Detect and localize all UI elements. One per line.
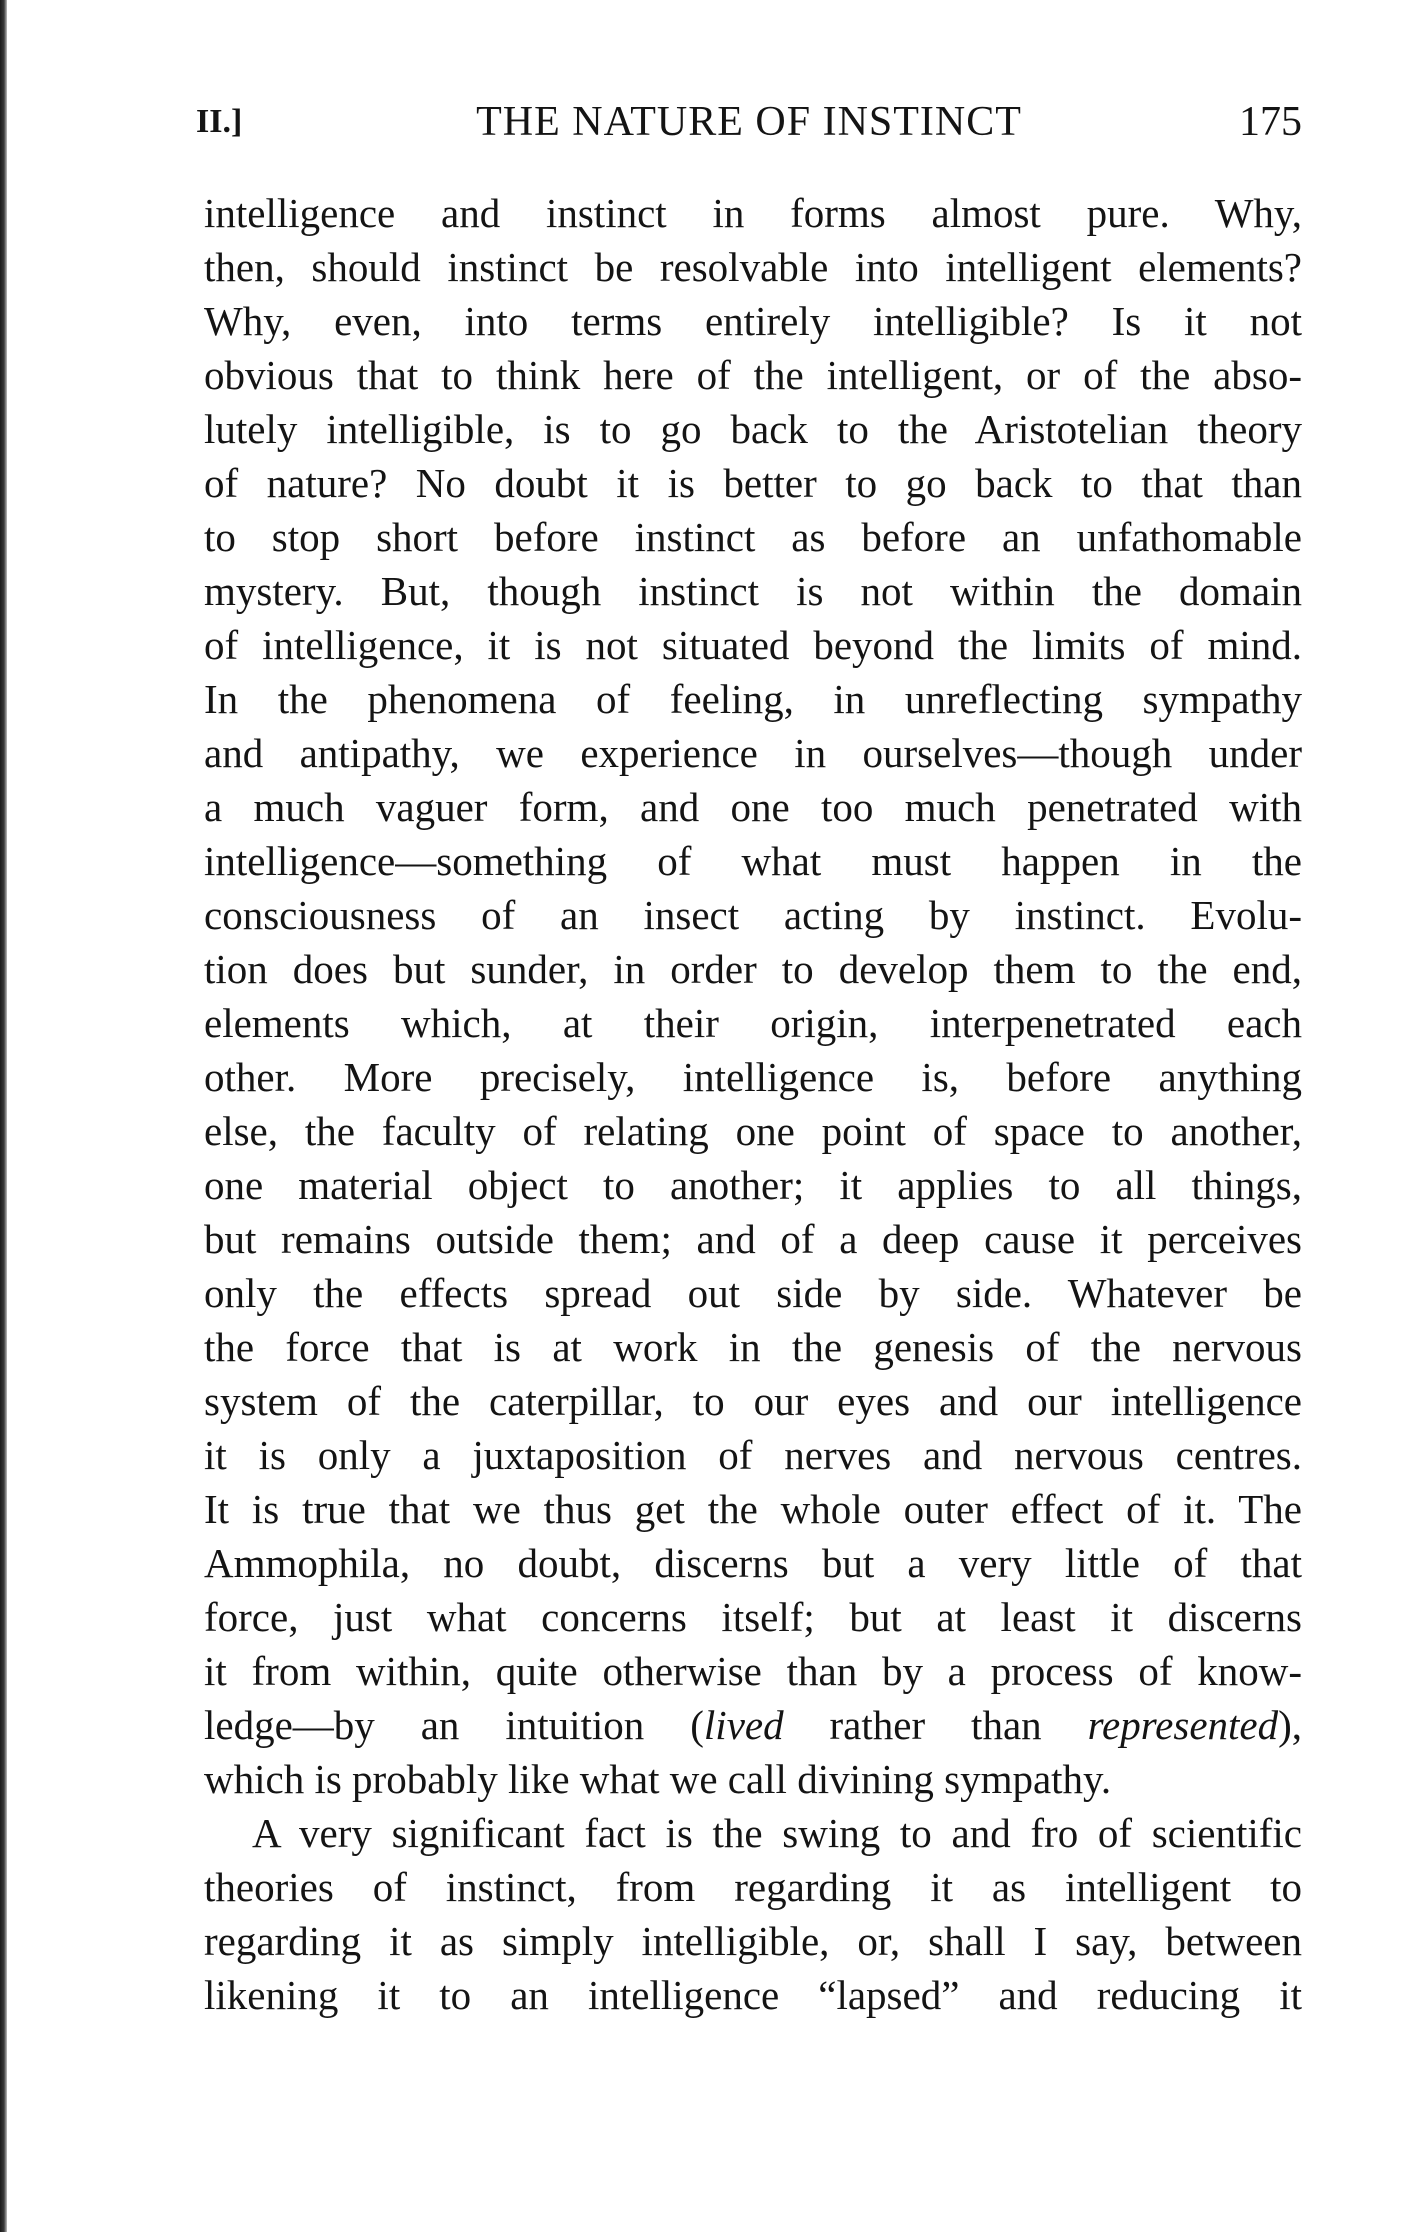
text-line: tion does but sunder, in order to develop them to the end,: [204, 946, 1302, 992]
text-line: then, should instinct be resolvable into intelligent elements?: [204, 244, 1302, 290]
text-line: and antipathy, we experience in ourselves—though under: [204, 730, 1302, 776]
text-line: mystery. But, though instinct is not within the domain: [204, 568, 1302, 614]
text-line: In the phenomena of feeling, in unreflecting sympathy: [204, 676, 1302, 722]
text-line: [204, 1698, 1302, 1752]
text-line: It is true that we thus get the whole outer effect of it. The: [204, 1486, 1302, 1532]
text-line: it is only a juxtaposition of nerves and nervous centres.: [204, 1432, 1302, 1478]
paragraph-first-line: A very significant fact is the swing to and fro of scientific: [252, 1810, 1302, 1856]
text-line: to stop short before instinct as before an unfathomable: [204, 514, 1302, 560]
text-line: force, just what concerns itself; but at least it discerns: [204, 1594, 1302, 1640]
text-line: theories of instinct, from regarding it as intelligent to: [204, 1864, 1302, 1910]
text-fragment: ledge—by an intuition (: [204, 1702, 704, 1748]
text-line: obvious that to think here of the intelligent, or of the abso-: [204, 352, 1302, 398]
italic-word: lived: [703, 1702, 784, 1748]
text-line: consciousness of an insect acting by instinct. Evolu-: [204, 892, 1302, 938]
text-line: one material object to another; it applies to all things,: [204, 1162, 1302, 1208]
text-line: likening it to an intelligence “lapsed” and reducing it: [204, 1972, 1302, 2018]
body-text: [204, 186, 1302, 2022]
text-fragment: ),: [1278, 1702, 1303, 1748]
running-header: [196, 92, 1302, 152]
text-line: Why, even, into terms entirely intelligible? Is it not: [204, 298, 1302, 344]
text-line: intelligence and instinct in forms almost pure. Why,: [204, 190, 1302, 236]
text-line: a much vaguer form, and one too much penetrated with: [204, 784, 1302, 830]
text-line: system of the caterpillar, to our eyes and our intelligence: [204, 1378, 1302, 1424]
text-line: intelligence—something of what must happen in the: [204, 838, 1302, 884]
text-line: other. More precisely, intelligence is, before anything: [204, 1054, 1302, 1100]
text-line: it from within, quite otherwise than by a process of know-: [204, 1648, 1302, 1694]
text-line: the force that is at work in the genesis of the nervous: [204, 1324, 1302, 1370]
text-line: elements which, at their origin, interpenetrated each: [204, 1000, 1302, 1046]
text-line: lutely intelligible, is to go back to the Aristotelian theory: [204, 406, 1302, 452]
paragraph-last-line: which is probably like what we call divining sympathy.: [204, 1756, 1112, 1802]
text-line: of intelligence, it is not situated beyond the limits of mind.: [204, 622, 1302, 668]
text-line: but remains outside them; and of a deep cause it perceives: [204, 1216, 1302, 1262]
page-number: 175: [1239, 99, 1302, 145]
text-line: of nature? No doubt it is better to go back to that than: [204, 460, 1302, 506]
text-line: regarding it as simply intelligible, or, shall I say, between: [204, 1918, 1302, 1964]
text-line: only the effects spread out side by side. Whatever be: [204, 1270, 1302, 1316]
italic-word: represented: [1087, 1702, 1279, 1748]
text-fragment: rather than: [783, 1702, 1088, 1748]
text-line: else, the faculty of relating one point of space to another,: [204, 1108, 1302, 1154]
text-line: Ammophila, no doubt, discerns but a very little of that: [204, 1540, 1302, 1586]
running-title: THE NATURE OF INSTINCT: [476, 99, 1022, 145]
page-binding-edge: [0, 0, 7, 2232]
section-number: II.]: [196, 103, 243, 140]
